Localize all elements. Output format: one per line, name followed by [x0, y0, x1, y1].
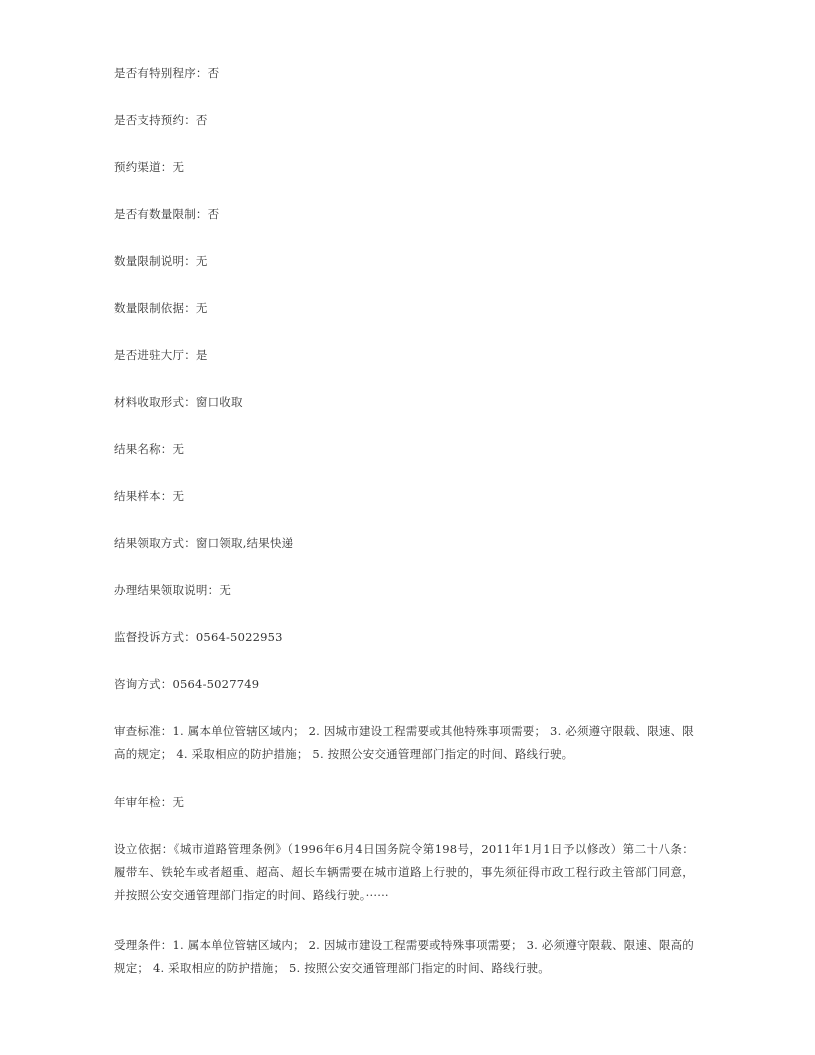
legal-basis-label: 设立依据： — [114, 842, 174, 856]
acceptance-conditions-text: 1. 属本单位管辖区域内； 2. 因城市建设工程需要或特殊事项需要； 3. 必须遵守限载、限速、限高的规定； 4. 采取相应的防护措施； 5. 按照公安交通管理部门指定的时间、路线行驶。 — [114, 938, 695, 975]
field-value: 无 — [172, 795, 185, 809]
field-value: 否 — [207, 207, 220, 221]
field-label: 是否有数量限制： — [114, 207, 208, 221]
field-label: 材料收取形式： — [114, 395, 196, 409]
legal-basis-paragraph — [114, 838, 694, 907]
field-result-pickup-note — [114, 583, 694, 598]
field-value: 无 — [172, 160, 185, 174]
field-label: 数量限制说明： — [114, 254, 196, 268]
field-label: 结果样本： — [114, 489, 173, 503]
acceptance-conditions-label: 受理条件： — [114, 938, 173, 952]
field-complaint-contact — [114, 630, 694, 645]
field-appointment-support — [114, 113, 694, 128]
field-value: 无 — [195, 301, 208, 315]
field-label: 年审年检： — [114, 795, 173, 809]
field-in-hall — [114, 348, 694, 363]
field-quantity-limit-description — [114, 254, 694, 269]
field-value: 否 — [195, 113, 208, 127]
field-value: 无 — [195, 254, 208, 268]
field-label: 数量限制依据： — [114, 301, 196, 315]
field-value: 否 — [207, 66, 220, 80]
field-material-collection — [114, 395, 694, 410]
field-value: 是 — [195, 348, 208, 362]
field-label: 咨询方式： — [114, 677, 173, 691]
review-standard-text: 1. 属本单位管辖区域内； 2. 因城市建设工程需要或其他特殊事项需要； 3. 必须遵守限载、限速、限高的规定； 4. 采取相应的防护措施； 5. 按照公安交通管理部门指定的时间、路线行驶。 — [114, 724, 695, 761]
field-label: 预约渠道： — [114, 160, 173, 174]
field-result-sample — [114, 489, 694, 504]
review-standard-paragraph — [114, 720, 694, 766]
legal-basis-text: 《城市道路管理条例》（1996年6月4日国务院令第198号，2011年1月1日予以修改）第二十八条：履带车、铁轮车或者超重、超高、超长车辆需要在城市道路上行驶的，事先须征得市政工程行政主管部门同意，并按照公安交通管理部门指定的时间、路线行驶。······ — [114, 842, 694, 902]
review-standard-label: 审查标准： — [114, 724, 173, 738]
field-value: 无 — [172, 489, 185, 503]
field-result-pickup-method — [114, 536, 694, 551]
acceptance-conditions-paragraph — [114, 934, 694, 980]
field-label: 是否有特别程序： — [114, 66, 208, 80]
field-value: 窗口收取 — [195, 395, 243, 409]
field-label: 监督投诉方式： — [114, 630, 196, 644]
field-quantity-limit-basis — [114, 301, 694, 316]
field-value: 无 — [219, 583, 232, 597]
field-label: 结果名称： — [114, 442, 173, 456]
field-value: 无 — [172, 442, 185, 456]
field-value: 0564-5022953 — [195, 630, 283, 644]
field-label: 办理结果领取说明： — [114, 583, 220, 597]
field-value: 0564-5027749 — [172, 677, 260, 691]
field-appointment-channel — [114, 160, 694, 175]
field-quantity-limit — [114, 207, 694, 222]
field-label: 是否进驻大厅： — [114, 348, 196, 362]
field-label: 结果领取方式： — [114, 536, 196, 550]
field-label: 是否支持预约： — [114, 113, 196, 127]
field-value: 窗口领取,结果快递 — [195, 536, 294, 550]
field-annual-review — [114, 795, 694, 810]
field-consult-contact — [114, 677, 694, 692]
field-special-procedure — [114, 66, 694, 81]
field-result-name — [114, 442, 694, 457]
